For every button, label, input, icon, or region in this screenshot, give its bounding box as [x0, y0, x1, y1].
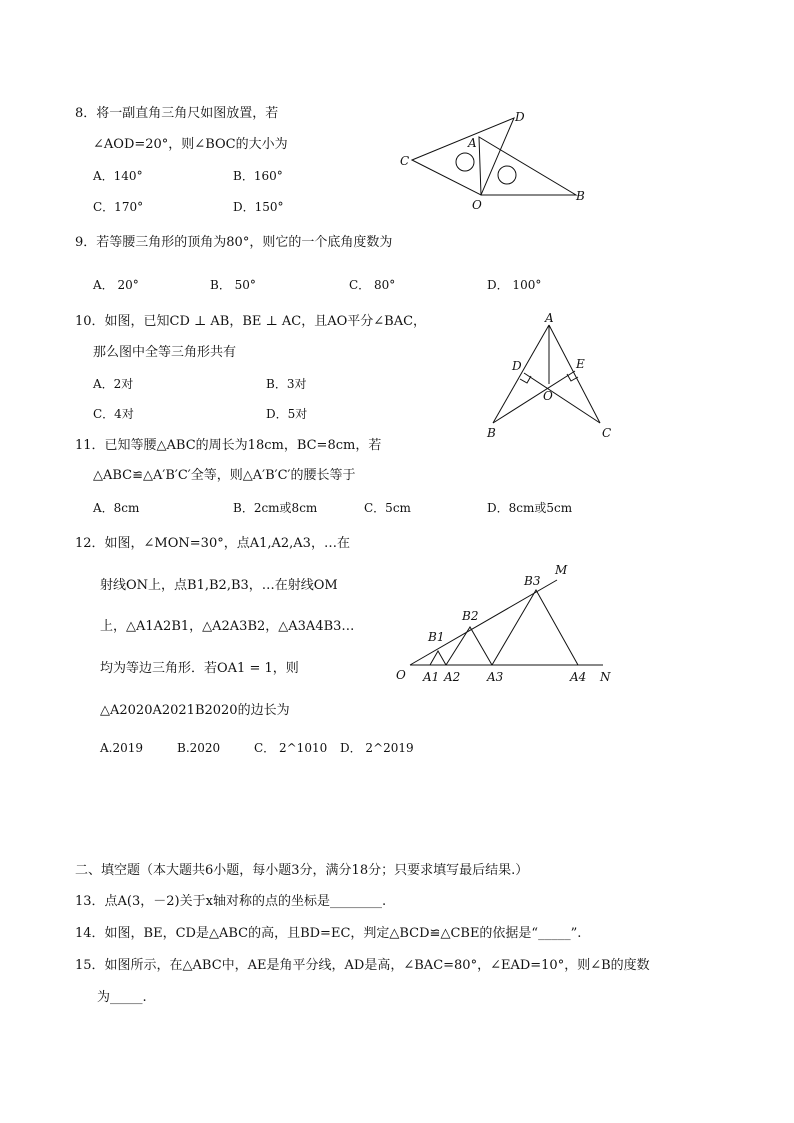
q10-label-e: E	[576, 357, 585, 371]
section2-heading: 二、填空题（本大题共6小题，每小题3分，满分18分；只要求填写最后结果.）	[75, 863, 529, 878]
q12-label-m: M	[555, 563, 568, 577]
q12-label-o: O	[396, 668, 406, 682]
q12-label-b2: B2	[462, 609, 479, 623]
q10-label-d: D	[512, 359, 522, 373]
q8-label-c: C	[400, 154, 410, 168]
q10-option-a: A．2对	[93, 377, 134, 391]
q10-option-c: C．4对	[93, 407, 134, 421]
q10-stem-line2: 那么图中全等三角形共有	[93, 345, 237, 360]
q11-option-c: C．5cm	[364, 501, 411, 515]
q10-option-d: D．5对	[266, 407, 308, 421]
q8-stem-line1: 8．将一副直角三角尺如图放置，若	[75, 106, 279, 121]
q12-label-a3: A3	[487, 670, 504, 684]
q12-label-a2: A2	[444, 670, 461, 684]
q11-option-d: D．8cm或5cm	[487, 501, 573, 515]
q12-option-a: A.2019	[100, 741, 144, 755]
q12-label-b3: B3	[524, 574, 541, 588]
q12-label-a1: A1	[423, 670, 440, 684]
q9-stem: 9．若等腰三角形的顶角为80°，则它的一个底角度数为	[75, 235, 393, 250]
q11-stem-line2: △ABC≌△A′B′C′全等，则△A′B′C′的腰长等于	[93, 468, 356, 483]
q8-option-b: B．160°	[233, 169, 283, 183]
q9-option-a: A． 20°	[93, 278, 139, 292]
q12-stem-line2: 射线ON上，点B1,B2,B3，…在射线OM	[100, 578, 338, 593]
q12-option-c: C． 2^1010	[254, 741, 328, 755]
q12-triangle-2	[446, 627, 492, 665]
q8-label-o: O	[472, 198, 482, 212]
q12-option-b: B.2020	[177, 741, 221, 755]
q13-stem: 13．点A(3，－2)关于x轴对称的点的坐标是________.	[75, 894, 387, 909]
q10-label-a: A	[545, 311, 554, 325]
q11-option-b: B．2cm或8cm	[233, 501, 318, 515]
q12-option-d: D． 2^2019	[340, 741, 414, 755]
q12-triangle-1	[430, 651, 446, 665]
q10-label-o: O	[543, 389, 553, 403]
q11-stem-line1: 11．已知等腰△ABC的周长为18cm，BC=8cm，若	[75, 438, 382, 453]
q10-stem-line1: 10．如图，已知CD ⊥ AB，BE ⊥ AC，且AO平分∠BAC，	[75, 314, 427, 329]
q8-label-a: A	[468, 136, 477, 150]
q14-stem: 14．如图，BE，CD是△ABC的高，且BD=EC，判定△BCD≌△CBE的依据是“_____”.	[75, 926, 582, 941]
q8-option-a: A．140°	[93, 169, 143, 183]
q12-stem-line5: △A2020A2021B2020的边长为	[100, 703, 290, 718]
q9-option-d: D． 100°	[487, 278, 542, 292]
q12-label-n: N	[600, 670, 611, 684]
q12-stem-line1: 12．如图，∠MON=30°，点A1,A2,A3，…在	[75, 536, 350, 551]
q8-label-d: D	[515, 110, 525, 124]
q8-option-c: C．170°	[93, 200, 144, 214]
q12-stem-line3: 上，△A1A2B1，△A2A3B2，△A3A4B3…	[100, 619, 355, 634]
q8-label-b: B	[576, 189, 585, 203]
q12-stem-line4: 均为等边三角形．若OA1 = 1，则	[100, 661, 299, 676]
q15-stem-line2: 为_____.	[97, 990, 147, 1005]
q15-stem-line1: 15．如图所示，在△ABC中，AE是角平分线，AD是高，∠BAC=80°，∠EAD=10°，则∠B的度数	[75, 958, 650, 973]
q10-label-b: B	[487, 426, 496, 440]
q12-label-a4: A4	[570, 670, 587, 684]
q12-label-b1: B1	[428, 630, 445, 644]
q11-option-a: A．8cm	[93, 501, 140, 515]
q12-triangle-3	[492, 590, 578, 665]
q9-option-b: B． 50°	[210, 278, 256, 292]
q9-option-c: C． 80°	[349, 278, 396, 292]
q8-option-d: D．150°	[233, 200, 284, 214]
q10-option-b: B．3对	[266, 377, 307, 391]
q8-stem-line2: ∠AOD=20°，则∠BOC的大小为	[93, 137, 288, 152]
q10-label-c: C	[602, 426, 612, 440]
